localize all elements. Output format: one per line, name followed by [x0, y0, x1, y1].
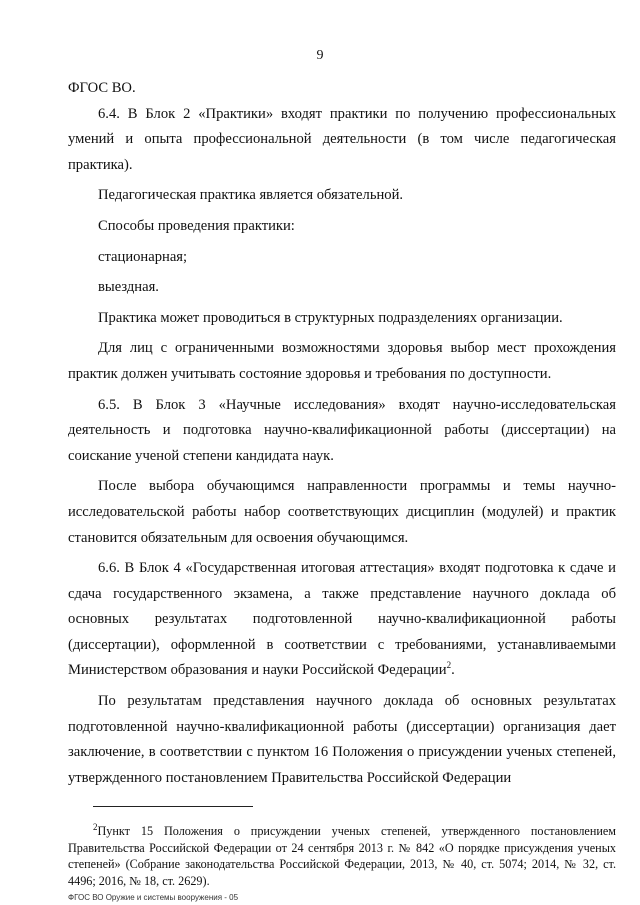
footnote-divider	[93, 806, 253, 807]
page-footer: ФГОС ВО Оружие и системы вооружения - 05	[68, 893, 239, 902]
list-item-stationary: стационарная;	[98, 248, 188, 265]
paragraph-pedagogical-practice: Педагогическая практика является обязательной.	[98, 187, 404, 204]
footnote-marker: 2	[93, 822, 98, 833]
paragraph-after-choice: После выбора обучающимся направленности программы и темы научно-исследовательской работы набор соответствующих дисциплин (модулей) и практик становится обязательным для освоения обучающимся.	[68, 478, 616, 546]
paragraph-disabilities: Для лиц с ограниченными возможностями здоровья выбор мест прохождения практик должен учитывать состояние здоровья и требования по доступности.	[68, 340, 616, 382]
footnote	[68, 823, 616, 889]
paragraph-structural-units: Практика может проводиться в структурных подразделениях организации.	[98, 309, 563, 326]
footnote-reference: 2	[446, 660, 452, 671]
paragraph-6-4: 6.4. В Блок 2 «Практики» входят практики по получению профессиональных умений и опыта профессиональной деятельности (в том числе педагогическая практика).	[68, 105, 616, 173]
paragraph-6-6: 6.6. В Блок 4 «Государственная итоговая аттестация» входят подготовка к сдаче и сдача государственного экзамена, а также представление научного доклада об основных результатах подготовленной научно-квалификационной работы (диссертации), оформленной в соответствии с требованиями, устанавливаемыми Министерством образования и науки Российской Федерации$^2$.	[68, 560, 616, 679]
paragraph-6-6-text: 6.6. В Блок 4 «Государственная итоговая аттестация» входят подготовка к сдаче и сдача государственного экзамена, а также представление научного доклада об основных результатах подготовленной научно-квалификационной работы (диссертации), оформленной в соответствии с требованиями, устанавливаемыми Министерством образования и науки Российской Федерации	[68, 560, 616, 679]
page-number: 9	[316, 48, 324, 63]
body-text	[68, 76, 616, 791]
footnote-text: Пункт 15 Положения о присуждении ученых степеней, утвержденного постановлением Правительства Российской Федерации от 24 сентября 2013 г. № 842 «О порядке присуждения ученых степеней» (Собрание законодательства Российской Федерации, 2013, № 40, ст. 5074; 2014, № 32, ст. 4496; 2016, № 18, ст. 2629).	[68, 824, 616, 888]
paragraph-practice-methods: Способы проведения практики:	[98, 217, 295, 234]
paragraph-fgos: ФГОС ВО.	[68, 80, 136, 96]
list-item-field: выездная.	[98, 279, 159, 296]
paragraph-6-5: 6.5. В Блок 3 «Научные исследования» входят научно-исследовательская деятельность и подготовка научно-квалификационной работы (диссертации) на соискание ученой степени кандидата наук.	[68, 396, 616, 464]
paragraph-results: По результатам представления научного доклада об основных результатах подготовленной научно-квалификационной работы (диссертации) организация дает заключение, в соответствии с пунктом 16 Положения о присуждении ученых степеней, утвержденного постановлением Правительства Российской Федерации	[68, 693, 616, 786]
